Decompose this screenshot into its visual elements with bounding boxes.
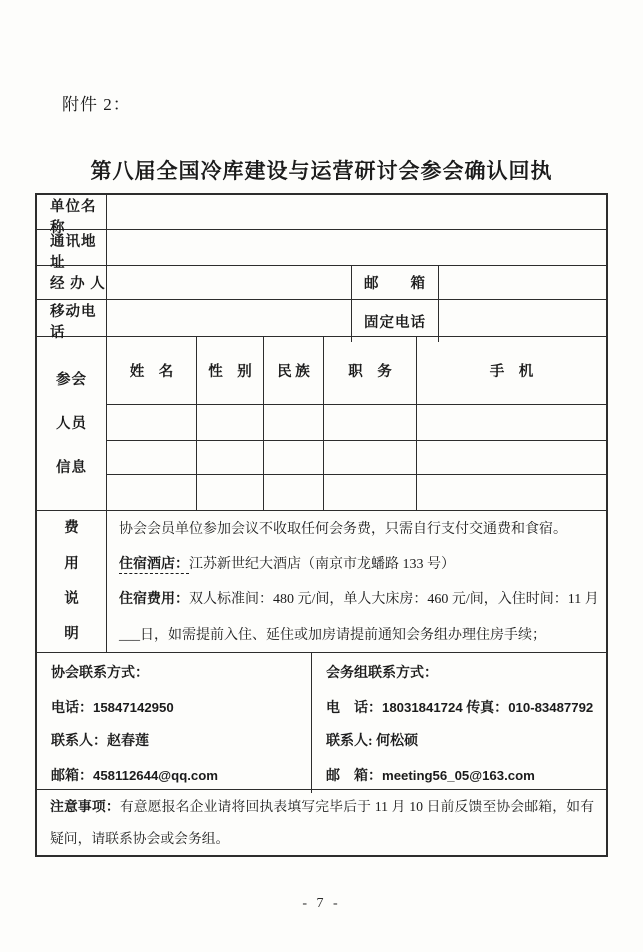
page-number: - 7 - <box>302 896 341 911</box>
col-header-ethnicity: 民 族 <box>264 337 324 405</box>
email-label: 邮 箱 <box>352 266 439 299</box>
row-handler-email <box>37 266 606 300</box>
participants-section <box>37 337 606 511</box>
col-header-position: 职 务 <box>324 337 417 405</box>
col-header-name: 姓 名 <box>107 337 197 405</box>
participant-cell <box>417 441 606 475</box>
cost-label: 住宿费用： <box>119 592 189 608</box>
association-email: 邮箱：458112644@qq.com <box>51 767 219 784</box>
participant-cell <box>324 441 417 475</box>
landline-input-cell <box>439 300 606 342</box>
committee-contact <box>312 653 606 793</box>
participant-cell <box>324 405 417 441</box>
fee-details <box>107 511 606 653</box>
participant-cell <box>107 475 197 510</box>
association-person: 联系人：赵春莲 <box>51 734 149 749</box>
row-unit-name <box>37 195 606 236</box>
participant-cell <box>324 475 417 510</box>
association-contact-heading: 协会联系方式： <box>51 666 149 681</box>
participant-cell <box>264 475 324 510</box>
hotel-value: 江苏新世纪大酒店（南京市龙蟠路 133 号） <box>189 557 455 573</box>
participants-section-label: 参会 人员 信息 <box>37 337 107 510</box>
participant-cell <box>107 441 197 475</box>
participant-cell <box>107 405 197 441</box>
participant-cell <box>417 405 606 441</box>
landline-label: 固定电话 <box>352 300 439 342</box>
col-header-gender: 性 别 <box>197 337 264 405</box>
hotel-label: 住宿酒店： <box>119 557 189 573</box>
participant-cell <box>264 441 324 475</box>
committee-phone-fax: 电 话：18031841724 传真：010-83487792 <box>326 699 594 716</box>
participant-cell <box>417 475 606 510</box>
fee-section-label: 费 用 说 明 <box>37 511 107 653</box>
email-input-cell <box>439 266 606 299</box>
unit-name-label: 单位名称 <box>37 195 107 237</box>
participant-cell <box>197 441 264 475</box>
contacts-section <box>37 653 606 790</box>
participant-cell <box>197 405 264 441</box>
page-title: 第八届全国冷库建设与运营研讨会参会确认回执 <box>90 159 553 183</box>
row-address <box>37 230 606 271</box>
handler-label: 经 办 人 <box>37 266 107 299</box>
fee-line-cost <box>119 582 600 652</box>
committee-email: 邮 箱：meeting56_05@163.com <box>326 767 535 784</box>
address-label: 通讯地址 <box>37 230 107 272</box>
mobile-label: 移动电话 <box>37 300 107 342</box>
attachment-label: 附件 2： <box>62 95 131 114</box>
col-header-mobile: 手 机 <box>417 337 606 405</box>
association-contact <box>37 653 312 793</box>
fee-section <box>37 511 606 653</box>
notes-label: 注意事项： <box>50 799 120 814</box>
association-phone: 电话：15847142950 <box>51 699 174 716</box>
row-mobile-landline <box>37 300 606 341</box>
committee-contact-heading: 会务组联系方式： <box>326 666 438 681</box>
participant-cell <box>197 475 264 510</box>
notes-text: 注意事项：有意愿报名企业请将回执表填写完毕后于 11 月 10 日前反馈至协会邮箱，如有疑问，请联系协会或会务组。 <box>50 799 594 846</box>
committee-person: 联系人: 何松硕 <box>326 734 419 749</box>
notes-section <box>37 790 606 855</box>
handler-input-cell <box>107 266 352 299</box>
cost-value: 双人标准间：480 元/间，单人大床房：460 元/间，入住时间：11 月___日，如需提前入住、延住或加房请提前通知会务组办理住房手续； <box>119 592 599 643</box>
participant-cell <box>264 405 324 441</box>
confirmation-form-table <box>35 193 608 857</box>
mobile-input-cell <box>107 300 352 342</box>
fee-line-hotel <box>119 547 600 582</box>
fee-line-membership: 协会会员单位参加会议不收取任何会务费，只需自行支付交通费和食宿。 <box>119 522 567 537</box>
